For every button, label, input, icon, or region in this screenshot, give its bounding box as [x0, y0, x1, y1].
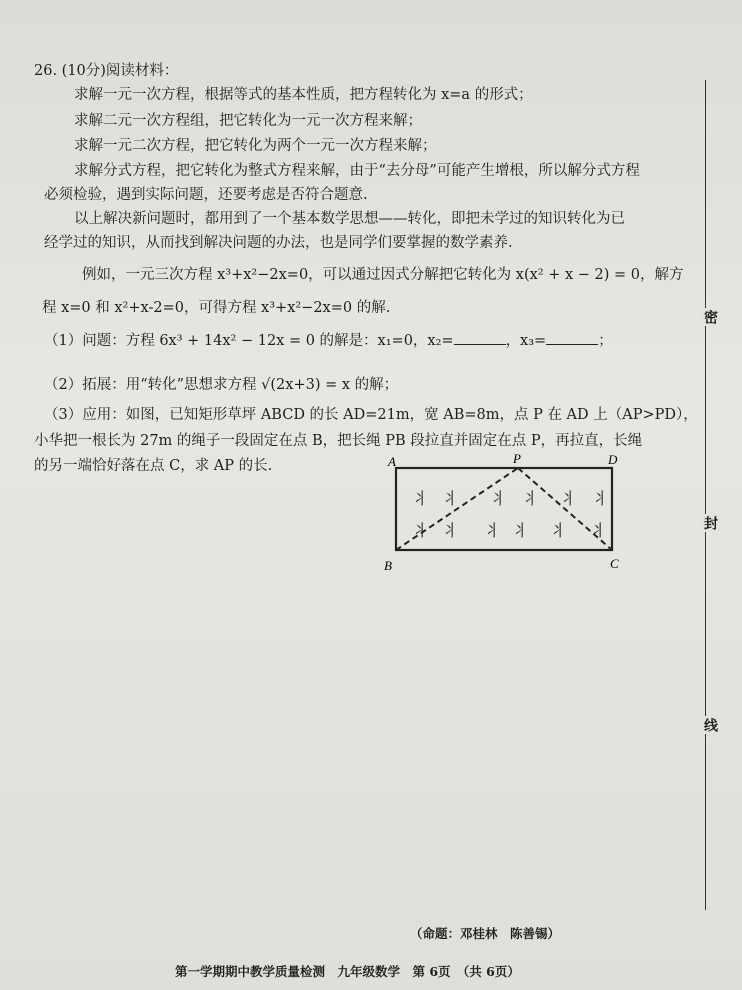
question-part-3-line-3: 的另一端恰好落在点 C，求 AP 的长. [34, 458, 273, 474]
svg-text:⺦: ⺦ [490, 489, 507, 508]
material-line-2: 求解二元一次方程组，把它转化为一元一次方程来解； [74, 113, 422, 129]
svg-text:⺦: ⺦ [412, 489, 429, 508]
author-credit: （命题：邓桂林 陈善锡） [410, 926, 561, 941]
grass-marks [412, 489, 608, 540]
svg-text:⺦: ⺦ [560, 489, 577, 508]
svg-text:⺦: ⺦ [512, 521, 529, 540]
svg-text:⺦: ⺦ [484, 521, 501, 540]
svg-text:⺦: ⺦ [590, 521, 607, 540]
label-d: D [608, 452, 618, 467]
page-footer: 第一学期期中教学质量检测 九年级数学 第 6页 （共 6页） [175, 964, 520, 979]
material-line-7: 经学过的知识，从而找到解决问题的办法，也是同学们要掌握的数学素养. [44, 235, 513, 251]
answer-blank-x3[interactable] [546, 330, 598, 345]
binding-char-line: 线 [702, 718, 718, 732]
svg-text:⺦: ⺦ [550, 521, 567, 540]
binding-char-close: 封 [702, 516, 718, 530]
material-line-4: 求解分式方程，把它转化为整式方程来解，由于“去分母”可能产生增根，所以解分式方程 [74, 163, 640, 179]
label-b: B [384, 558, 392, 573]
svg-text:⺦: ⺦ [522, 489, 539, 508]
q1-end: ； [598, 333, 613, 349]
material-line-5: 必须检验，遇到实际问题，还要考虑是否符合题意. [44, 187, 368, 203]
question-part-1 [44, 326, 613, 356]
answer-blank-x2[interactable] [454, 330, 506, 345]
lawn-rectangle [396, 468, 612, 550]
material-line-3: 求解一元二次方程，把它转化为两个一元一次方程来解； [74, 138, 437, 154]
q1-prefix: （1）问题：方程 6x³ + 14x² − 12x = 0 的解是：x₁=0，x₂= [44, 333, 454, 349]
question-header: 26. (10分)阅读材料： [34, 63, 179, 79]
q1-mid: ，x₃= [505, 333, 547, 349]
material-line-6: 以上解决新问题时，都用到了一个基本数学思想——转化，即把未学过的知识转化为已 [74, 211, 625, 227]
label-p: P [513, 452, 521, 466]
binding-char-seal: 密 [702, 310, 718, 324]
svg-text:⺦: ⺦ [412, 521, 429, 540]
question-part-2: （2）拓展：用“转化”思想求方程 √(2x+3) = x 的解； [44, 377, 399, 393]
question-part-3-line-1: （3）应用：如图，已知矩形草坪 ABCD 的长 AD=21m，宽 AB=8m，点 P 在 AD 上（AP>PD）， [44, 407, 698, 423]
example-line-1: 例如，一元三次方程 x³+x²−2x=0，可以通过因式分解把它转化为 x(x² + x − 2) = 0，解方 [82, 267, 684, 283]
svg-text:⺦: ⺦ [442, 489, 459, 508]
svg-text:⺦: ⺦ [592, 489, 609, 508]
svg-text:⺦: ⺦ [442, 521, 459, 540]
material-line-1: 求解一元一次方程，根据等式的基本性质，把方程转化为 x=a 的形式； [74, 87, 533, 103]
label-a: A [388, 454, 396, 469]
example-line-2: 程 x=0 和 x²+x-2=0，可得方程 x³+x²−2x=0 的解. [42, 300, 391, 316]
label-c: C [610, 556, 619, 571]
lawn-figure [380, 452, 630, 582]
question-part-3-line-2: 小华把一根长为 27m 的绳子一段固定在点 B，把长绳 PB 段拉直并固定在点 P，再拉直，长绳 [34, 433, 643, 449]
binding-line [705, 80, 706, 910]
